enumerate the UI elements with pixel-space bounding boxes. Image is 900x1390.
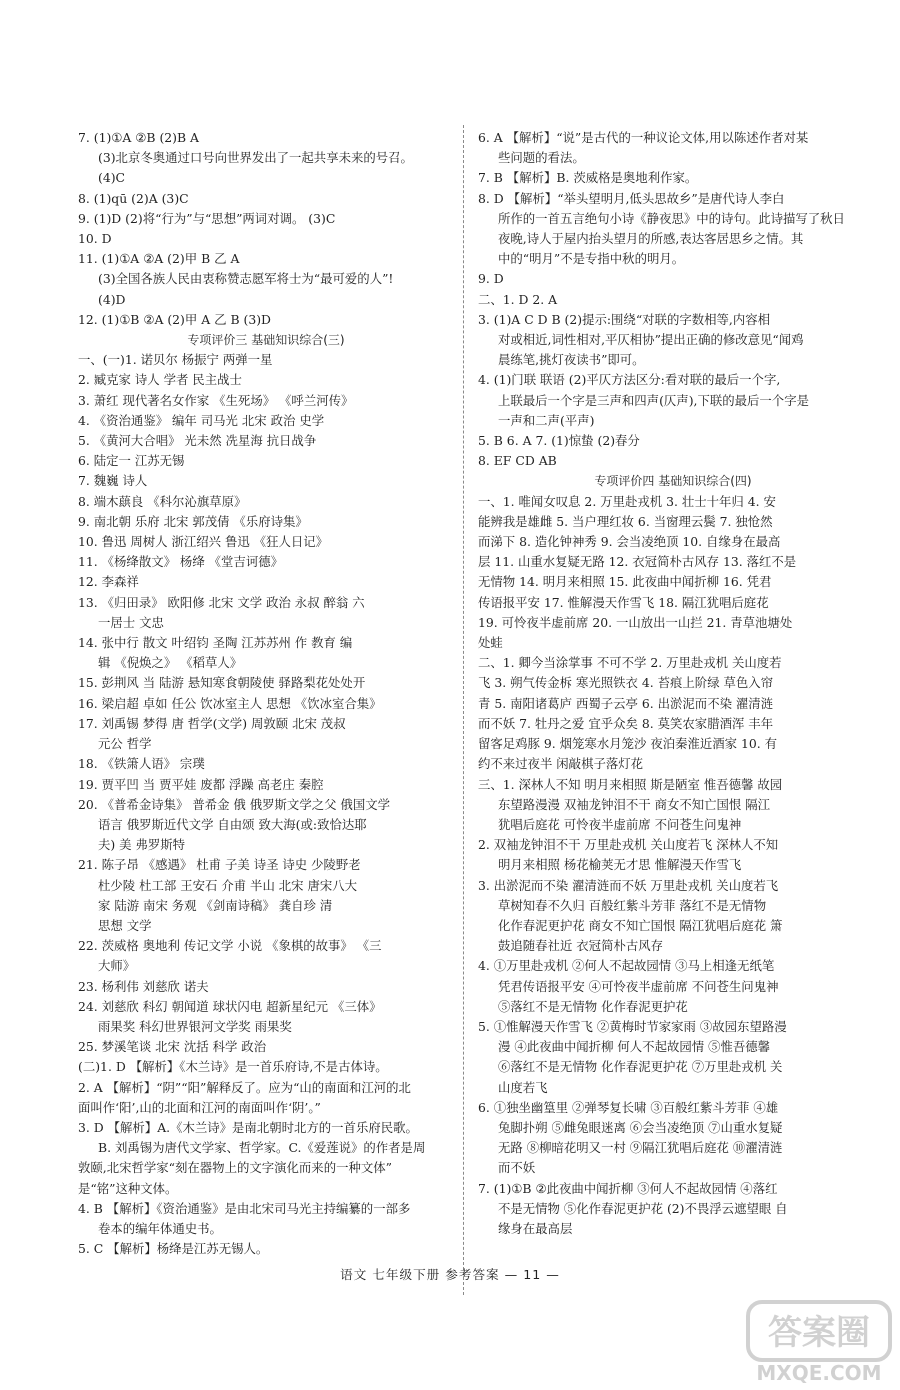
- answer-line: 21. 陈子昂 《感遇》 杜甫 子美 诗圣 诗史 少陵野老: [78, 857, 361, 873]
- answer-line: 5. C 【解析】杨绛是江苏无锡人。: [78, 1241, 269, 1257]
- answer-line: (4)D: [98, 291, 126, 307]
- answer-line: 飞 3. 朔气传金柝 寒光照铁衣 4. 苔痕上阶绿 草色入帘: [478, 675, 774, 691]
- answer-line: 面叫作‘阳’,山的北面和江河的南面叫作‘阴’。”: [78, 1099, 321, 1115]
- answer-line: ⑥落红不是无情物 化作春泥更护花 ⑦万里赴戎机 关: [498, 1059, 783, 1075]
- column-divider: [463, 125, 464, 1295]
- answer-line: 留客足鸡豚 9. 烟笼寒水月笼沙 夜泊秦淮近酒家 10. 有: [478, 736, 778, 752]
- answer-line: (3)北京冬奥通过口号向世界发出了一起共享未来的号召。: [98, 150, 413, 166]
- answer-line: 无情物 14. 明月来相照 15. 此夜曲中闻折柳 16. 凭君: [478, 574, 772, 590]
- answer-line: 6. ①独坐幽篁里 ②弹琴复长啸 ③百般红紫斗芳菲 ④雄: [478, 1099, 779, 1115]
- answer-line: 能辨我是雄雌 5. 当户理红妆 6. 当窗理云鬓 7. 独怆然: [478, 513, 773, 529]
- answer-line: 缘身在最高层: [498, 1220, 573, 1236]
- answer-line: 东望路漫漫 双袖龙钟泪不干 商女不知亡国恨 隔江: [498, 796, 771, 812]
- answer-line: 思想 文学: [98, 917, 152, 933]
- answer-line: 传语报平安 17. 惟解漫天作雪飞 18. 隔江犹唱后庭花: [478, 594, 769, 610]
- answer-line: 7. (1)①B ②此夜曲中闻折柳 ③何人不起故园情 ④落红: [478, 1180, 778, 1196]
- answer-line: 层 11. 山重水复疑无路 12. 衣冠简朴古风存 13. 落红不是: [478, 554, 797, 570]
- answer-line: 而不妖 7. 牡丹之爱 宜乎众矣 8. 莫笑农家腊酒浑 丰年: [478, 715, 774, 731]
- answer-line: 10. D: [78, 231, 112, 247]
- answer-line: 约不来过夜半 闲敲棋子落灯花: [478, 756, 644, 772]
- answer-line: 9. D: [478, 271, 504, 287]
- answer-line: 23. 杨利伟 刘慈欣 诺夫: [78, 978, 209, 994]
- answer-line: 3. D 【解析】A.《木兰诗》是南北朝时北方的一首乐府民歌。: [78, 1119, 418, 1135]
- answer-line: 9. 南北朝 乐府 北宋 郭茂倩 《乐府诗集》: [78, 513, 308, 529]
- answer-line: 5. B 6. A 7. (1)惊蛰 (2)春分: [478, 433, 640, 449]
- answer-line: 化作春泥更护花 商女不知亡国恨 隔江犹唱后庭花 箫: [498, 917, 783, 933]
- watermark-main-text: 答案圈: [768, 1313, 870, 1353]
- answer-line: 24. 刘慈欣 科幻 朝闻道 球状闪电 超新星纪元 《三体》: [78, 998, 382, 1014]
- answer-line: 10. 鲁迅 周树人 浙江绍兴 鲁迅 《狂人日记》: [78, 534, 329, 550]
- answer-line: 犹唱后庭花 可怜夜半虚前席 不问苍生问鬼神: [498, 816, 742, 832]
- answer-line: 杜少陵 杜工部 王安石 介甫 半山 北宋 唐宋八大: [98, 877, 358, 893]
- answer-line: 11. (1)①A ②A (2)甲 B 乙 A: [78, 251, 240, 267]
- answer-line: 些问题的看法。: [498, 150, 585, 166]
- answer-line: 8. EF CD AB: [478, 453, 557, 469]
- answer-line: 20. 《普希金诗集》 普希金 俄 俄罗斯文学之父 俄国文学: [78, 796, 390, 812]
- answer-line: 夜晚,诗人于屋内抬头望月的所感,表达客居思乡之情。其: [498, 231, 804, 247]
- answer-line: 4. B 【解析】《资治通鉴》是由北宋司马光主持编纂的一部多: [78, 1200, 411, 1216]
- answer-line: 16. 梁启超 卓如 任公 饮冰室主人 思想 《饮冰室合集》: [78, 695, 382, 711]
- answer-line: 青 5. 南阳诸葛庐 西蜀子云亭 6. 出淤泥而不染 濯清涟: [478, 695, 774, 711]
- answer-line: (4)C: [98, 170, 126, 186]
- answer-line: 7. 魏巍 诗人: [78, 473, 148, 489]
- watermark-logo: [746, 1298, 892, 1386]
- answer-line: 5. ①惟解漫天作雪飞 ②黄梅时节家家雨 ③故园东望路漫: [478, 1018, 787, 1034]
- answer-line: 二、1. D 2. A: [478, 291, 558, 307]
- answer-line: 22. 茨威格 奥地利 传记文学 小说 《象棋的故事》 《三: [78, 938, 382, 954]
- answer-line: 而涕下 8. 造化钟神秀 9. 会当凌绝顶 10. 自缘身在最高: [478, 534, 781, 550]
- answer-line: 4. (1)门联 联语 (2)平仄方法区分:看对联的最后一个字,: [478, 372, 781, 388]
- answer-line: 语言 俄罗斯近代文学 自由颂 致大海(或:致恰达耶: [98, 816, 367, 832]
- answer-line: 6. A 【解析】“说”是古代的一种议论文体,用以陈述作者对某: [478, 130, 809, 145]
- answer-line: 4. ①万里赴戎机 ②何人不起故园情 ③马上相逢无纸笔: [478, 958, 775, 974]
- answer-line: 3. 萧红 现代著名女作家 《生死场》 《呼兰河传》: [78, 392, 354, 408]
- page-footer: 语文 七年级下册 参考答案 — 11 —: [340, 1267, 560, 1282]
- answer-line: 11. 《杨绛散文》 杨绛 《堂吉诃德》: [78, 554, 283, 570]
- answer-line: (二)1. D 【解析】《木兰诗》是一首乐府诗,不是古体诗。: [78, 1059, 388, 1075]
- answer-line: 中的“明月”不是专指中秋的明月。: [498, 251, 685, 267]
- answer-line: 对或相近,词性相对,平仄相协”提出正确的修改意见“闻鸡: [498, 332, 804, 348]
- answer-line: 19. 可怜夜半虚前席 20. 一山放出一山拦 21. 青草池塘处: [478, 614, 793, 630]
- answer-line: 一声和二声(平声): [498, 412, 595, 428]
- answer-line: 14. 张中行 散文 叶绍钧 圣陶 江苏苏州 作 教育 编: [78, 635, 353, 651]
- answer-line: 三、1. 深林人不知 明月来相照 斯是陋室 惟吾德馨 故园: [478, 776, 783, 792]
- answer-line: 雨果奖 科幻世界银河文学奖 雨果奖: [98, 1018, 292, 1034]
- answer-line: 元公 哲学: [98, 736, 152, 752]
- answer-line: 9. (1)D (2)将“行为”与“思想”两词对调。 (3)C: [78, 210, 336, 226]
- answer-line: 漫 ④此夜曲中闻折柳 何人不起故园情 ⑤惟吾德馨: [498, 1039, 771, 1055]
- answer-line: 草树知春不久归 百般红紫斗芳菲 落红不是无情物: [498, 897, 767, 913]
- answer-line: 凭君传语报平安 ④可怜夜半虚前席 不问苍生问鬼神: [498, 978, 779, 994]
- answer-line: 夫) 美 弗罗斯特: [98, 837, 186, 853]
- answer-line: 7. (1)①A ②B (2)B A: [78, 130, 200, 145]
- answer-line: 明月来相照 杨花榆荚无才思 惟解漫天作雪飞: [498, 857, 742, 873]
- answer-line: 晨练笔,挑灯夜读书”即可。: [498, 352, 645, 368]
- answer-line: 12. 李森祥: [78, 574, 139, 590]
- section-heading: 专项评价三 基础知识综合(三): [187, 333, 345, 348]
- answer-line: 大师》: [98, 958, 136, 974]
- answer-line: 13. 《归田录》 欧阳修 北宋 文学 政治 永叔 醉翁 六: [78, 594, 365, 610]
- answer-line: 3. 出淤泥而不染 濯清涟而不妖 万里赴戎机 关山度若飞: [478, 877, 779, 893]
- left-column: [78, 128, 454, 1259]
- answer-line: 辑 《倪焕之》 《稻草人》: [98, 655, 243, 671]
- answer-line: 8. D 【解析】“举头望明月,低头思故乡”是唐代诗人李白: [478, 190, 785, 206]
- answer-line: 敦颐,北宋哲学家“刻在器物上的文字演化而来的一种文体”: [78, 1160, 392, 1176]
- answer-line: 17. 刘禹锡 梦得 唐 哲学(文学) 周敦颐 北宋 茂叔: [78, 715, 346, 731]
- answer-line: 2. 臧克家 诗人 学者 民主战士: [78, 372, 242, 388]
- answer-line: 8. 端木蕻良 《科尔沁旗草原》: [78, 493, 247, 509]
- right-column: [478, 128, 868, 1239]
- answer-line: 卷本的编年体通史书。: [98, 1220, 222, 1236]
- answer-line: 6. 陆定一 江苏无锡: [78, 453, 185, 469]
- answer-line: 不是无情物 ⑤化作春泥更护花 (2)不畏浮云遮望眼 自: [498, 1200, 788, 1216]
- answer-line: 4. 《资治通鉴》 编年 司马光 北宋 政治 史学: [78, 412, 325, 428]
- answer-line: 无路 ⑧柳暗花明又一村 ⑨隔江犹唱后庭花 ⑩濯清涟: [498, 1140, 783, 1156]
- answer-line: 19. 贾平凹 当 贾平娃 废都 浮躁 高老庄 秦腔: [78, 776, 324, 792]
- answer-line: 25. 梦溪笔谈 北宋 沈括 科学 政治: [78, 1039, 267, 1055]
- answer-line: 处蛙: [478, 635, 503, 651]
- answer-line: 山度若飞: [498, 1079, 548, 1095]
- answer-line: 18. 《铁箫人语》 宗璞: [78, 756, 205, 772]
- answer-line: ⑤落红不是无情物 化作春泥更护花: [498, 998, 688, 1014]
- answer-line: 15. 彭荆风 当 陆游 悬知寒食朝陵使 驿路梨花处处开: [78, 675, 366, 691]
- answer-line: 家 陆游 南宋 务观 《剑南诗稿》 龚自珍 清: [98, 897, 333, 913]
- watermark-sub-text: MXQE.COM: [756, 1361, 882, 1385]
- answer-line: 一居士 文忠: [98, 614, 164, 630]
- answer-line: 二、1. 卿今当涂掌事 不可不学 2. 万里赴戎机 关山度若: [478, 655, 782, 671]
- answer-line: 2. A 【解析】“阴”“阳”解释反了。应为“山的南面和江河的北: [78, 1079, 411, 1095]
- section-heading: 专项评价四 基础知识综合(四): [594, 474, 752, 489]
- answer-line: 兔脚扑朔 ⑤雌兔眼迷离 ⑥会当凌绝顶 ⑦山重水复疑: [498, 1119, 783, 1135]
- answer-line: 一、1. 唯闻女叹息 2. 万里赴戎机 3. 壮士十年归 4. 安: [478, 493, 776, 509]
- answer-line: 鼓追随春社近 衣冠简朴古风存: [498, 938, 664, 954]
- answer-line: 12. (1)①B ②A (2)甲 A 乙 B (3)D: [78, 311, 271, 327]
- answer-line: 是“铭”这种文体。: [78, 1180, 178, 1196]
- answer-line: 3. (1)A C D B (2)提示:围绕“对联的字数相等,内容相: [478, 311, 771, 327]
- answer-line: 而不妖: [498, 1160, 536, 1176]
- answer-line: (3)全国各族人民由衷称赞志愿军将士为“最可爱的人”!: [98, 271, 394, 287]
- answer-line: 一、(一)1. 诺贝尔 杨振宁 两弹一星: [78, 352, 273, 368]
- answer-line: 2. 双袖龙钟泪不干 万里赴戎机 关山度若飞 深林人不知: [478, 837, 779, 853]
- answer-line: 上联最后一个字是三声和四声(仄声),下联的最后一个字是: [498, 392, 809, 408]
- answer-line: 7. B 【解析】B. 茨威格是奥地利作家。: [478, 170, 698, 186]
- answer-line: 8. (1)qū (2)A (3)C: [78, 190, 189, 206]
- answer-line: B. 刘禹锡为唐代文学家、哲学家。C.《爱莲说》的作者是周: [98, 1140, 426, 1156]
- answer-line: 5. 《黄河大合唱》 光未然 冼星海 抗日战争: [78, 433, 317, 449]
- answer-line: 所作的一首五言绝句小诗《静夜思》中的诗句。此诗描写了秋日: [498, 210, 845, 226]
